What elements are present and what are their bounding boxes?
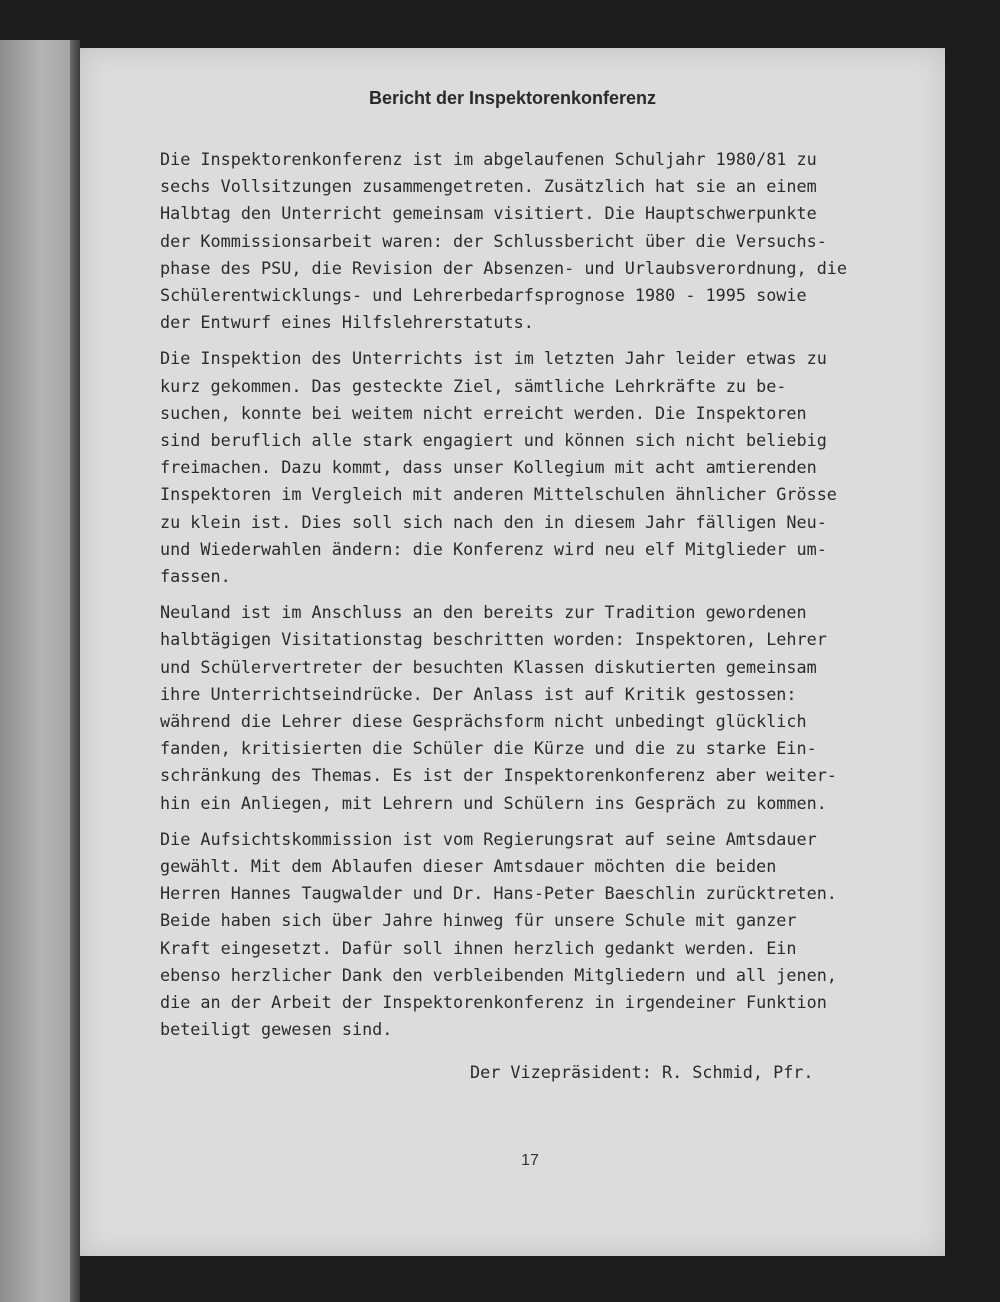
text-line: während die Lehrer diese Gesprächsform nicht unbedingt glücklich (160, 711, 807, 732)
document-page (80, 48, 945, 1256)
text-line: Herren Hannes Taugwalder und Dr. Hans-Peter Baeschlin zurücktreten. (160, 883, 837, 904)
text-line: und Schülervertreter der besuchten Klassen diskutierten gemeinsam (160, 656, 817, 677)
signature-line: Der Vizepräsident: R. Schmid, Pfr. (470, 1062, 814, 1082)
text-line: kurz gekommen. Das gesteckte Ziel, sämtliche Lehrkräfte zu be- (160, 375, 787, 396)
text-line: Inspektoren im Vergleich mit anderen Mittelschulen ähnlicher Grösse (160, 484, 837, 505)
text-line: der Entwurf eines Hilfslehrerstatuts. (160, 312, 534, 333)
text-line: und Wiederwahlen ändern: die Konferenz wird neu elf Mitglieder um- (160, 538, 827, 559)
text-line: Die Inspektorenkonferenz ist im abgelaufenen Schuljahr 1980/81 zu (160, 149, 817, 169)
paragraph-2 (160, 345, 940, 590)
text-line: phase des PSU, die Revision der Absenzen- und Urlaubsverordnung, die (160, 257, 848, 278)
paragraph-4 (160, 826, 940, 1044)
text-line: Die Inspektion des Unterrichts ist im letzten Jahr leider etwas zu (160, 348, 827, 369)
text-line: sechs Vollsitzungen zusammengetreten. Zusätzlich hat sie an einem (160, 176, 817, 197)
text-line: der Kommissionsarbeit waren: der Schlussbericht über die Versuchs- (160, 230, 827, 251)
text-line: sind beruflich alle stark engagiert und können sich nicht beliebig (160, 430, 827, 451)
left-page-edge (0, 40, 70, 1302)
body-text (160, 146, 940, 1053)
text-line: zu klein ist. Dies soll sich nach den in diesem Jahr fälligen Neu- (160, 511, 827, 532)
text-line: freimachen. Dazu kommt, dass unser Kollegium mit acht amtierenden (160, 457, 817, 478)
text-line: hin ein Anliegen, mit Lehrern und Schülern ins Gespräch zu kommen. (160, 792, 827, 813)
text-line: fassen. (160, 566, 231, 587)
text-line: Beide haben sich über Jahre hinweg für unsere Schule mit ganzer (160, 910, 797, 931)
text-line: Neuland ist im Anschluss an den bereits zur Tradition gewordenen (160, 602, 807, 623)
page-title: Bericht der Inspektorenkonferenz (368, 88, 657, 108)
text-line: Die Aufsichtskommission ist vom Regierungsrat auf seine Amtsdauer (160, 828, 817, 849)
text-line: schränkung des Themas. Es ist der Inspektorenkonferenz aber weiter- (160, 765, 837, 786)
text-line: Schülerentwicklungs- und Lehrerbedarfsprognose 1980 - 1995 sowie (160, 285, 807, 306)
text-line: ihre Unterrichtseindrücke. Der Anlass ist auf Kritik gestossen: (160, 683, 797, 704)
paragraph-1 (160, 146, 940, 336)
paragraph-3 (160, 599, 940, 817)
text-line: fanden, kritisierten die Schüler die Kürze und die zu starke Ein- (160, 738, 817, 759)
text-line: ebenso herzlicher Dank den verbleibenden Mitgliedern und all jenen, (160, 964, 837, 985)
page-number: 17 (521, 1152, 539, 1169)
text-line: gewählt. Mit dem Ablaufen dieser Amtsdauer möchten die beiden (160, 856, 777, 877)
text-line: Halbtag den Unterricht gemeinsam visitiert. Die Hauptschwerpunkte (160, 203, 817, 224)
text-line: beteiligt gewesen sind. (160, 1019, 393, 1040)
book-spine (70, 40, 80, 1302)
text-line: suchen, konnte bei weitem nicht erreicht werden. Die Inspektoren (160, 402, 807, 423)
text-line: halbtägigen Visitationstag beschritten worden: Inspektoren, Lehrer (160, 629, 827, 650)
text-line: die an der Arbeit der Inspektorenkonferenz in irgendeiner Funktion (160, 992, 827, 1013)
text-line: Kraft eingesetzt. Dafür soll ihnen herzlich gedankt werden. Ein (160, 937, 797, 958)
